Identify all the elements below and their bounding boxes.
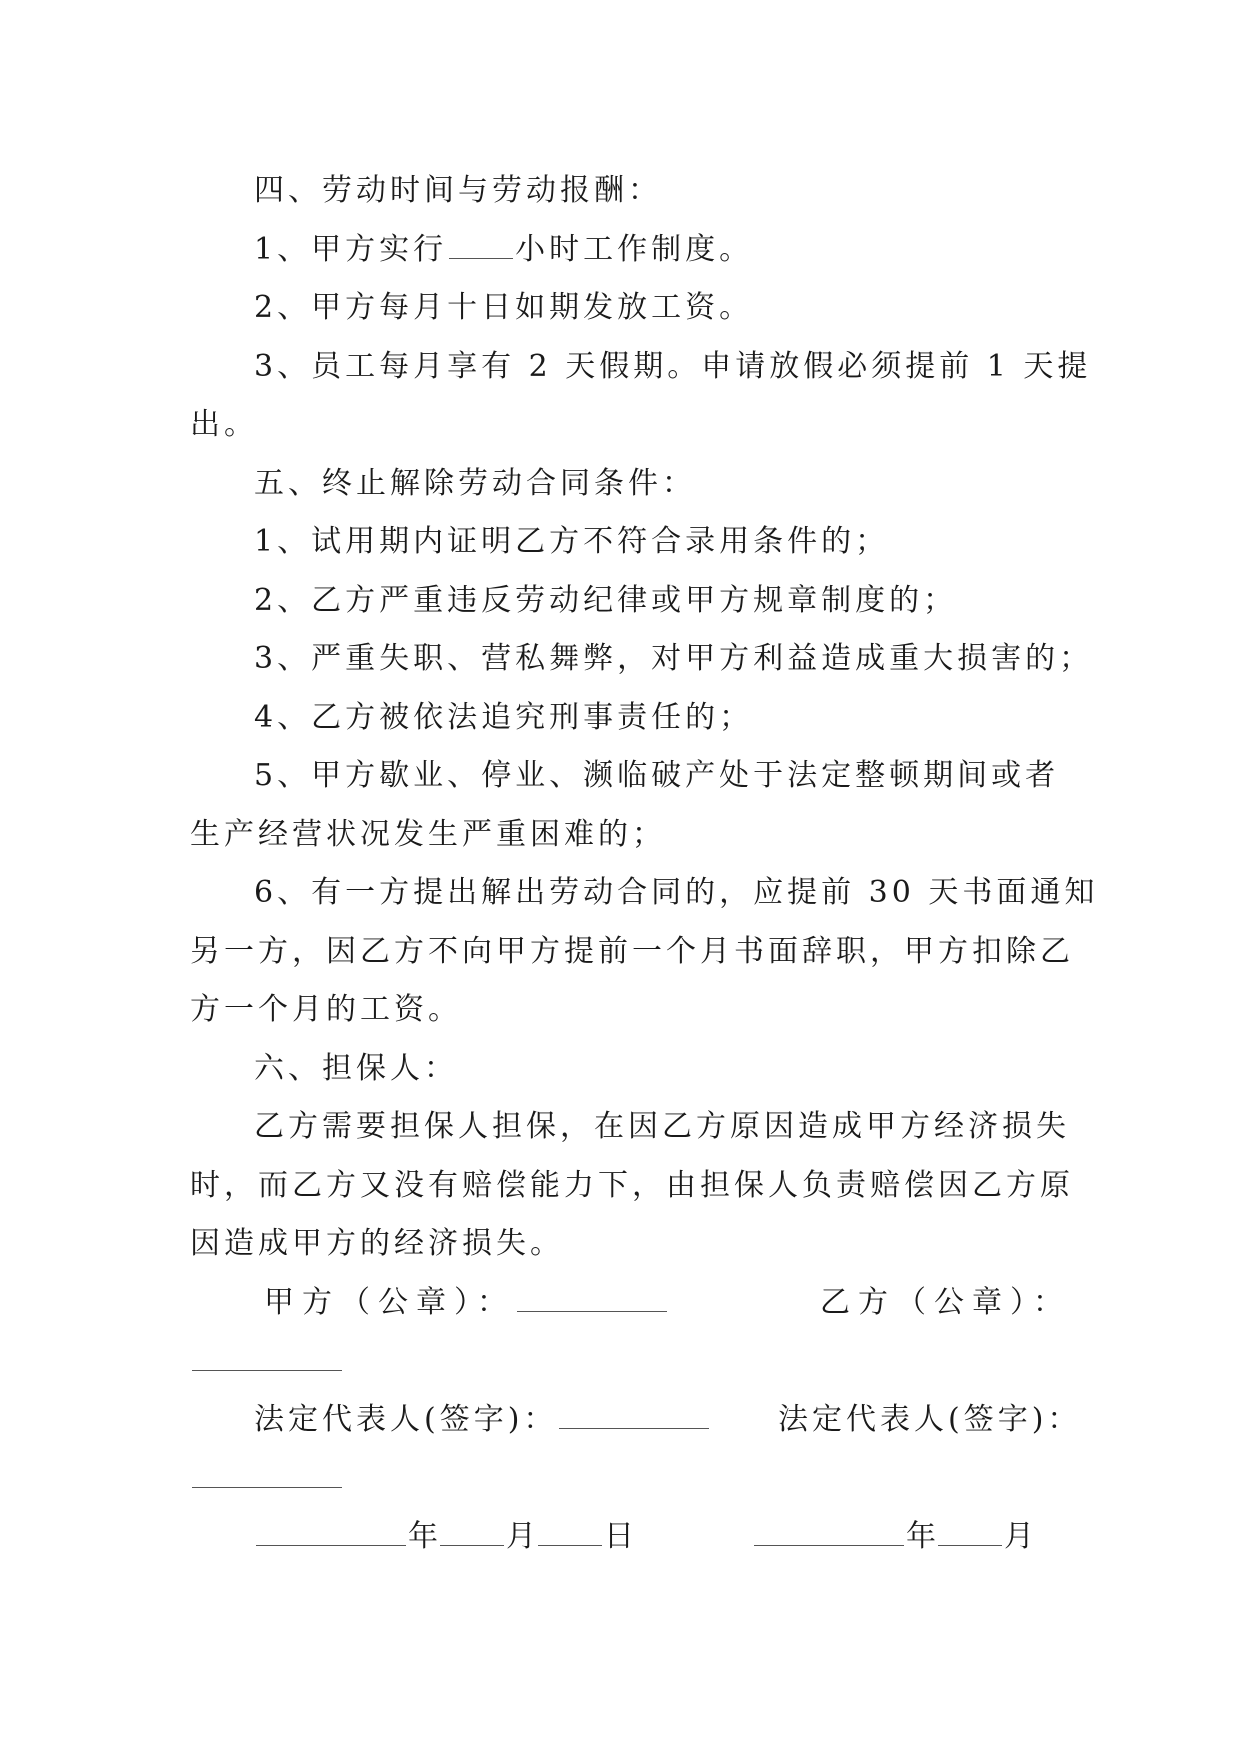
party-b-year-label: 年	[906, 1518, 936, 1554]
party-a-rep-blank	[559, 1404, 709, 1429]
section5-item2-text: 2、乙方严重违反劳动纪律或甲方规章制度的；	[254, 582, 958, 618]
section4-item3-line1	[190, 338, 1092, 397]
party-b-seal-blank	[192, 1346, 342, 1371]
party-b-seal-label: 乙方（公章）：	[820, 1284, 1071, 1320]
section4-item1	[190, 221, 1056, 280]
section5-item3	[190, 630, 1094, 689]
party-b-year-blank	[754, 1521, 904, 1546]
section4-item3-text: 3、员工每月享有 2 天假期。申请放假必须提前 1 天提	[254, 348, 1092, 384]
section5-item5-text: 5、甲方歇业、停业、濒临破产处于法定整顿期间或者	[254, 758, 1060, 793]
hours-blank	[449, 234, 513, 259]
section5-item6-line1	[190, 864, 1099, 923]
section6-para-text-end: 因造成甲方的经济损失。	[190, 1226, 564, 1261]
section4-item2-text: 2、甲方每月十日如期发放工资。	[254, 290, 754, 325]
section6-heading	[190, 1040, 1056, 1099]
section4-item1-text-before: 1、甲方实行	[254, 231, 448, 267]
section5-item6-line2	[190, 923, 1074, 982]
party-a-date	[254, 1508, 634, 1567]
party-b-rep-label: 法定代表人(签字)：	[778, 1401, 1082, 1437]
section4-heading-text: 四、劳动时间与劳动报酬：	[254, 173, 662, 208]
party-a-month-blank	[440, 1521, 504, 1546]
section5-item5-line1	[190, 747, 1060, 806]
party-a-rep-label: 法定代表人(签字)：	[254, 1401, 558, 1437]
section5-item1	[190, 513, 1056, 572]
section5-heading	[190, 455, 1056, 514]
section4-heading	[190, 162, 1056, 221]
party-a-month-label: 月	[506, 1518, 536, 1554]
party-a-seal-label: 甲方（公章）：	[264, 1284, 515, 1320]
party-a-day-blank	[538, 1521, 602, 1546]
party-b-seal	[820, 1274, 1071, 1333]
contract-body	[190, 162, 1099, 1566]
party-b-month-label: 月	[1004, 1518, 1034, 1554]
section5-heading-text: 五、终止解除劳动合同条件：	[254, 465, 696, 501]
representative-row	[190, 1391, 1082, 1450]
party-b-rep-blank	[192, 1463, 342, 1488]
section5-item3-text: 3、严重失职、营私舞弊，对甲方利益造成重大损害的；	[254, 641, 1094, 676]
party-a-seal-blank	[517, 1287, 667, 1312]
section6-para-line2	[190, 1157, 1074, 1216]
party-b-rep-line	[190, 1449, 1056, 1508]
section6-para-line3	[190, 1215, 1056, 1274]
section4-item3-text-cont: 出。	[190, 407, 258, 442]
party-b-date	[752, 1508, 1034, 1567]
party-a-rep	[254, 1391, 711, 1450]
section5-item6-text-cont: 另一方，因乙方不向甲方提前一个月书面辞职，甲方扣除乙	[190, 933, 1074, 969]
seal-row	[190, 1274, 1071, 1333]
date-row	[190, 1508, 1056, 1567]
party-a-seal	[264, 1274, 669, 1333]
party-b-month-blank	[938, 1521, 1002, 1546]
section5-item6-text: 6、有一方提出解出劳动合同的，应提前 30 天书面通知	[254, 875, 1099, 910]
section6-para-line1	[190, 1098, 1070, 1157]
section5-item4	[190, 689, 1056, 748]
party-b-rep	[778, 1391, 1081, 1450]
section5-item2	[190, 572, 1056, 631]
section4-item2	[190, 279, 1056, 338]
section4-item3-line2	[190, 396, 1056, 455]
section5-item1-text: 1、试用期内证明乙方不符合录用条件的；	[254, 524, 890, 559]
party-a-day-label: 日	[604, 1518, 634, 1554]
section4-item1-text-after: 小时工作制度。	[515, 231, 754, 267]
party-a-year-blank	[256, 1521, 406, 1546]
section5-item5-line2	[190, 806, 1056, 865]
section6-heading-text: 六、担保人：	[254, 1050, 458, 1086]
section6-para-text: 乙方需要担保人担保，在因乙方原因造成甲方经济损失	[254, 1109, 1070, 1144]
section5-item6-text-end: 方一个月的工资。	[190, 992, 462, 1027]
section5-item4-text: 4、乙方被依法追究刑事责任的；	[254, 699, 754, 735]
party-a-year-label: 年	[408, 1518, 438, 1554]
section5-item5-text-cont: 生产经营状况发生严重困难的；	[190, 816, 666, 852]
section5-item6-line3	[190, 981, 1056, 1040]
party-b-seal-line	[190, 1332, 1056, 1391]
section6-para-text-cont: 时，而乙方又没有赔偿能力下，由担保人负责赔偿因乙方原	[190, 1167, 1074, 1203]
